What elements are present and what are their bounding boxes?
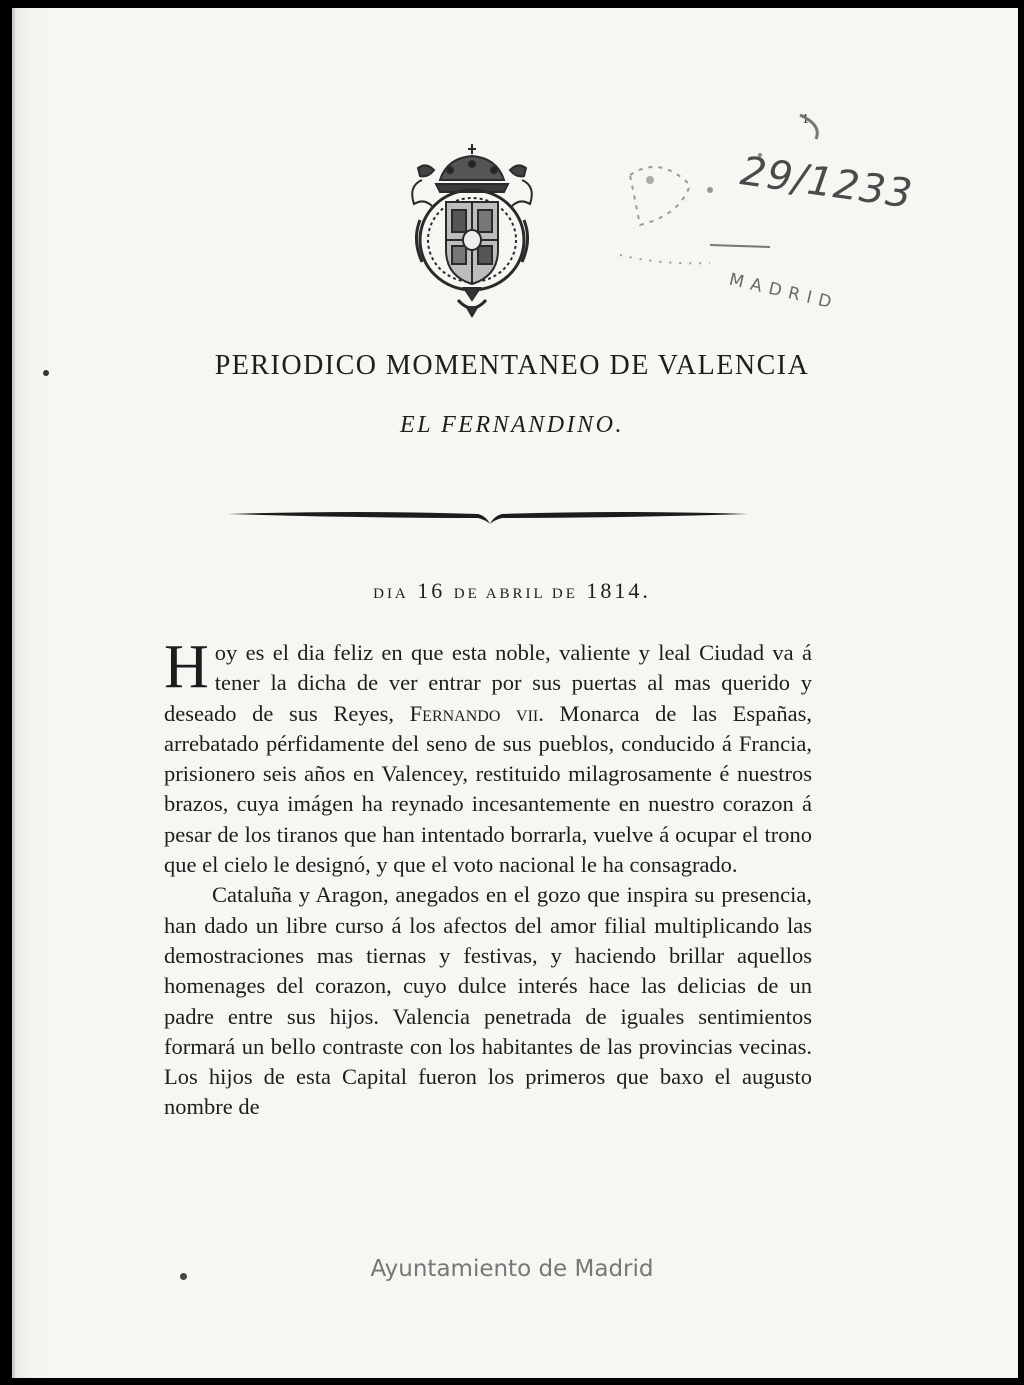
stamp-catalog-number: 29/1233 [737, 148, 916, 218]
page-subtitle: EL FERNANDINO. [400, 412, 624, 438]
page-title: PERIODICO MOMENTANEO DE VALENCIA [214, 350, 810, 381]
date-mid: DE ABRIL DE [453, 586, 578, 602]
article-body [164, 633, 813, 1123]
article-paragraph [164, 880, 812, 1122]
page-spine-shadow [15, 8, 51, 1378]
paragraph-2: Cataluña y Aragon, anegados en el gozo que inspira su presencia, han dado un libre curso á los afectos del amor filial multiplicando las demostraciones mas tiernas y festivas, y haciendo brillar aquellos homenages del corazon, cuyo dulce interés hace las delicias de un padre entre sus hijos. Valencia penetrada de iguales sentimientos formará un bello contraste con los habitantes de las provincias vecinas. Los hijos de esta Capital fueron los primeros que baxo el augusto nombre de [164, 882, 812, 1120]
watermark-footer: Ayuntamiento de Madrid [370, 1256, 654, 1282]
page-number: 1 [802, 112, 809, 127]
paragraph-1-start: oy es el dia feliz en que esta noble, valiente y leal Ciudad va á tener la dicha de ver entrar por sus puertas al mas querido y deseado de sus Reyes, [164, 640, 812, 726]
king-name: Fernando vii. [409, 700, 544, 726]
date-year: 1814. [586, 578, 651, 603]
paragraph-1-end: Monarca de las Españas, arrebatado pérfidamente del seno de sus pueblos, conducido á Francia, prisionero seis años en Valencey, restituido milagrosamente é nuestros brazos, cuya imágen ha reynado incesantemente en nuestro corazon á pesar de los tiranos que han intentado borrarla, vuelve á ocupar el trono que el cielo le designó, y que el voto nacional le ha consagrado. [164, 700, 813, 878]
date-day: 16 [417, 578, 446, 603]
stamp-city: MADRID [727, 269, 841, 315]
royal-crest-icon [402, 140, 542, 318]
issue-date [0, 578, 1024, 604]
ornamental-rule-icon [228, 500, 748, 530]
date-prefix: DIA [373, 586, 409, 602]
article-paragraph [164, 633, 813, 880]
drop-cap: H [164, 633, 209, 701]
